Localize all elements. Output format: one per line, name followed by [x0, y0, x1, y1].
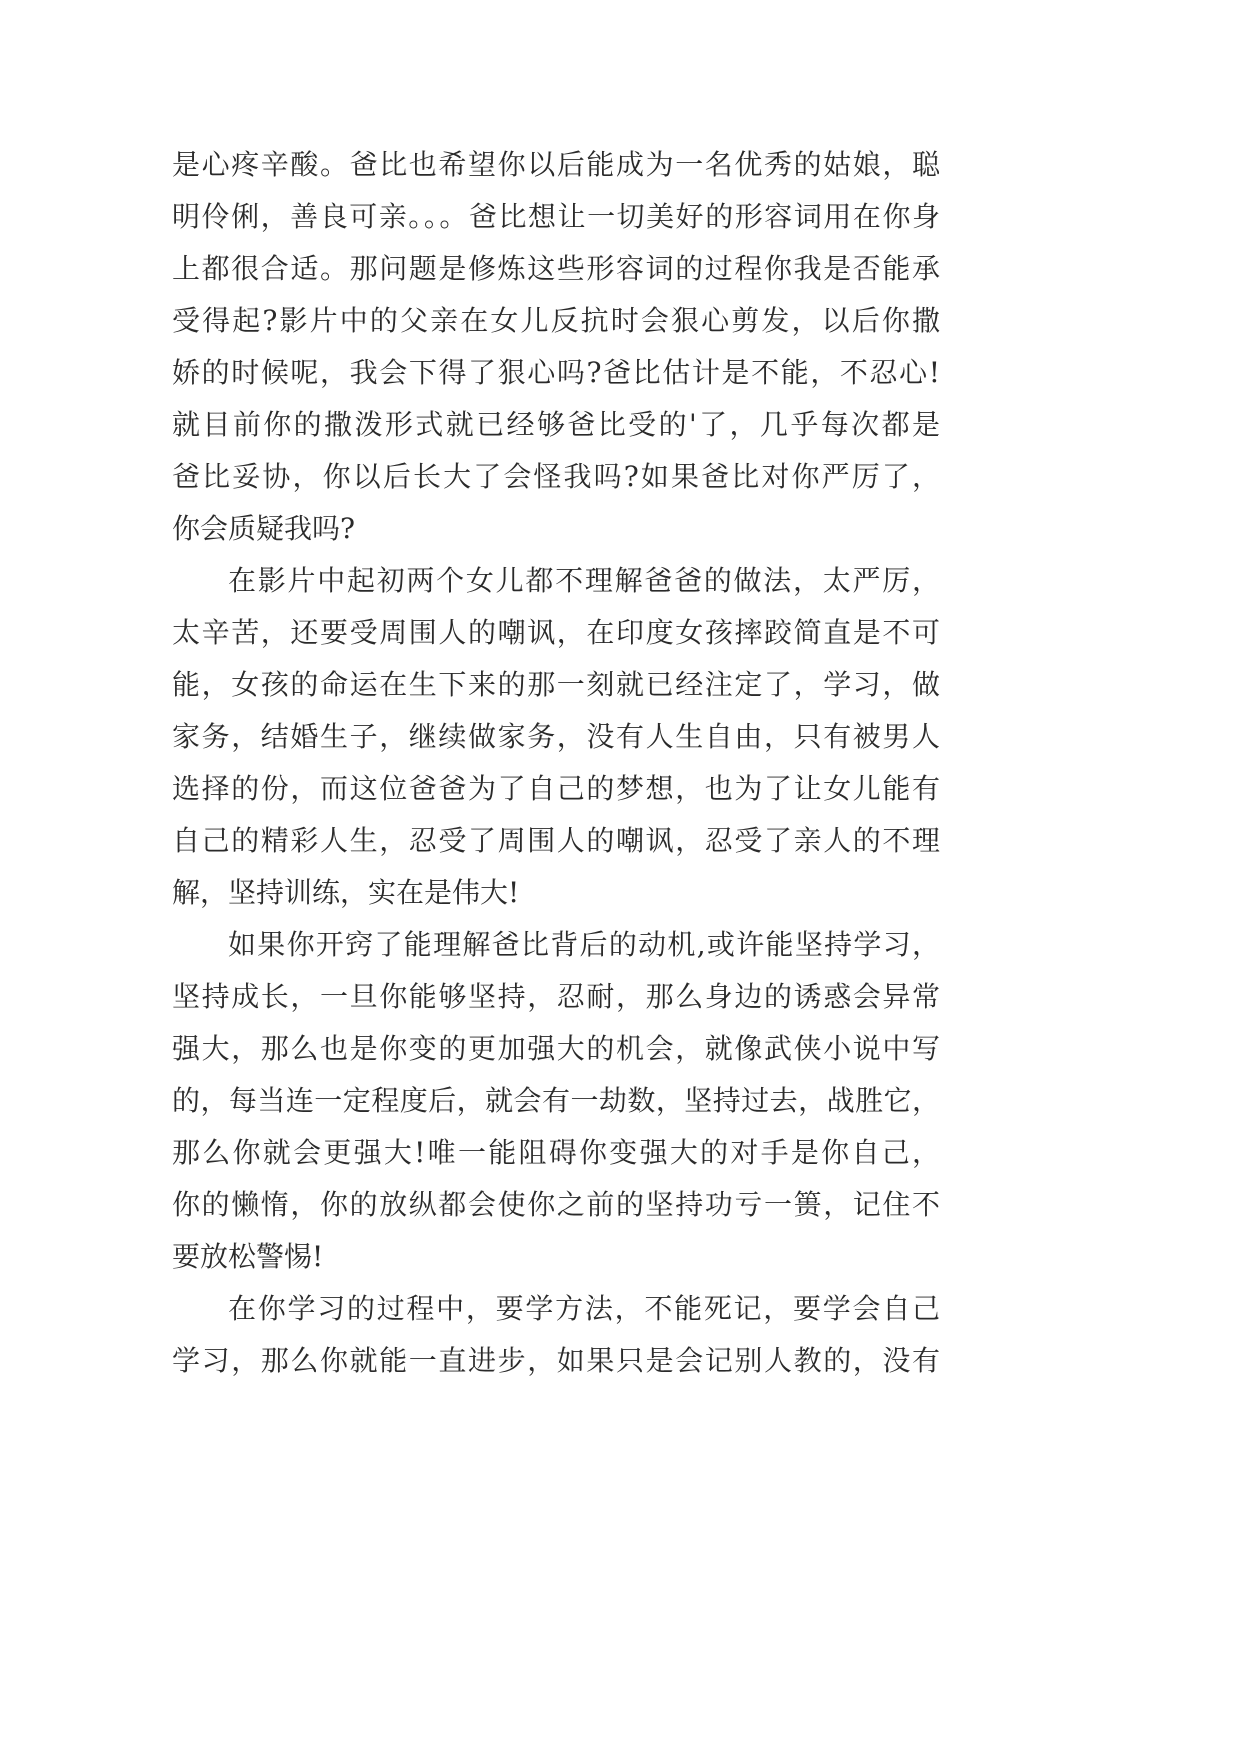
text-line: 在影片中起初两个女儿都不理解爸爸的做法，太严厉， — [228, 564, 940, 597]
text-line: 那么你就会更强大!唯一能阻碍你变强大的对手是你自己， — [172, 1136, 940, 1169]
text-line: 明伶俐，善良可亲。。。爸比想让一切美好的形容词用在你身 — [172, 200, 940, 233]
text-line: 太辛苦，还要受周围人的嘲讽，在印度女孩摔跤简直是不可 — [172, 616, 940, 649]
text-line: 自己的精彩人生，忍受了周围人的嘲讽，忍受了亲人的不理 — [172, 824, 940, 857]
text-line: 要放松警惕! — [172, 1240, 324, 1273]
text-line: 强大，那么也是你变的更加强大的机会，就像武侠小说中写 — [172, 1032, 940, 1065]
paragraph — [172, 139, 940, 555]
text-line: 如果你开窍了能理解爸比背后的动机,或许能坚持学习， — [228, 928, 940, 961]
text-line: 能，女孩的命运在生下来的那一刻就已经注定了，学习，做 — [172, 668, 940, 701]
text-line: 上都很合适。那问题是修炼这些形容词的过程你我是否能承 — [172, 252, 940, 285]
text-line: 家务，结婚生子，继续做家务，没有人生自由，只有被男人 — [172, 720, 940, 753]
document-body — [172, 139, 940, 1387]
text-line: 你的懒惰，你的放纵都会使你之前的坚持功亏一篑，记住不 — [172, 1188, 940, 1221]
text-line: 你会质疑我吗? — [172, 512, 356, 545]
paragraph — [172, 919, 940, 1283]
text-line: 选择的份，而这位爸爸为了自己的梦想，也为了让女儿能有 — [172, 772, 940, 805]
paragraph — [172, 555, 940, 919]
text-line: 解，坚持训练，实在是伟大! — [172, 876, 520, 909]
text-line: 坚持成长，一旦你能够坚持，忍耐，那么身边的诱惑会异常 — [172, 980, 940, 1013]
text-line: 的，每当连一定程度后，就会有一劫数，坚持过去，战胜它， — [172, 1084, 940, 1117]
text-line: 娇的时候呢，我会下得了狠心吗?爸比估计是不能，不忍心! — [172, 356, 940, 389]
text-line: 受得起?影片中的父亲在女儿反抗时会狠心剪发，以后你撒 — [172, 304, 940, 337]
text-line: 就目前你的撒泼形式就已经够爸比受的'了，几乎每次都是 — [172, 408, 940, 441]
text-line: 在你学习的过程中，要学方法，不能死记，要学会自己 — [228, 1292, 940, 1325]
text-line: 是心疼辛酸。爸比也希望你以后能成为一名优秀的姑娘，聪 — [172, 148, 940, 181]
text-line: 爸比妥协，你以后长大了会怪我吗?如果爸比对你严厉了， — [172, 460, 940, 493]
text-line: 学习，那么你就能一直进步，如果只是会记别人教的，没有 — [172, 1344, 940, 1377]
paragraph — [172, 1283, 940, 1387]
